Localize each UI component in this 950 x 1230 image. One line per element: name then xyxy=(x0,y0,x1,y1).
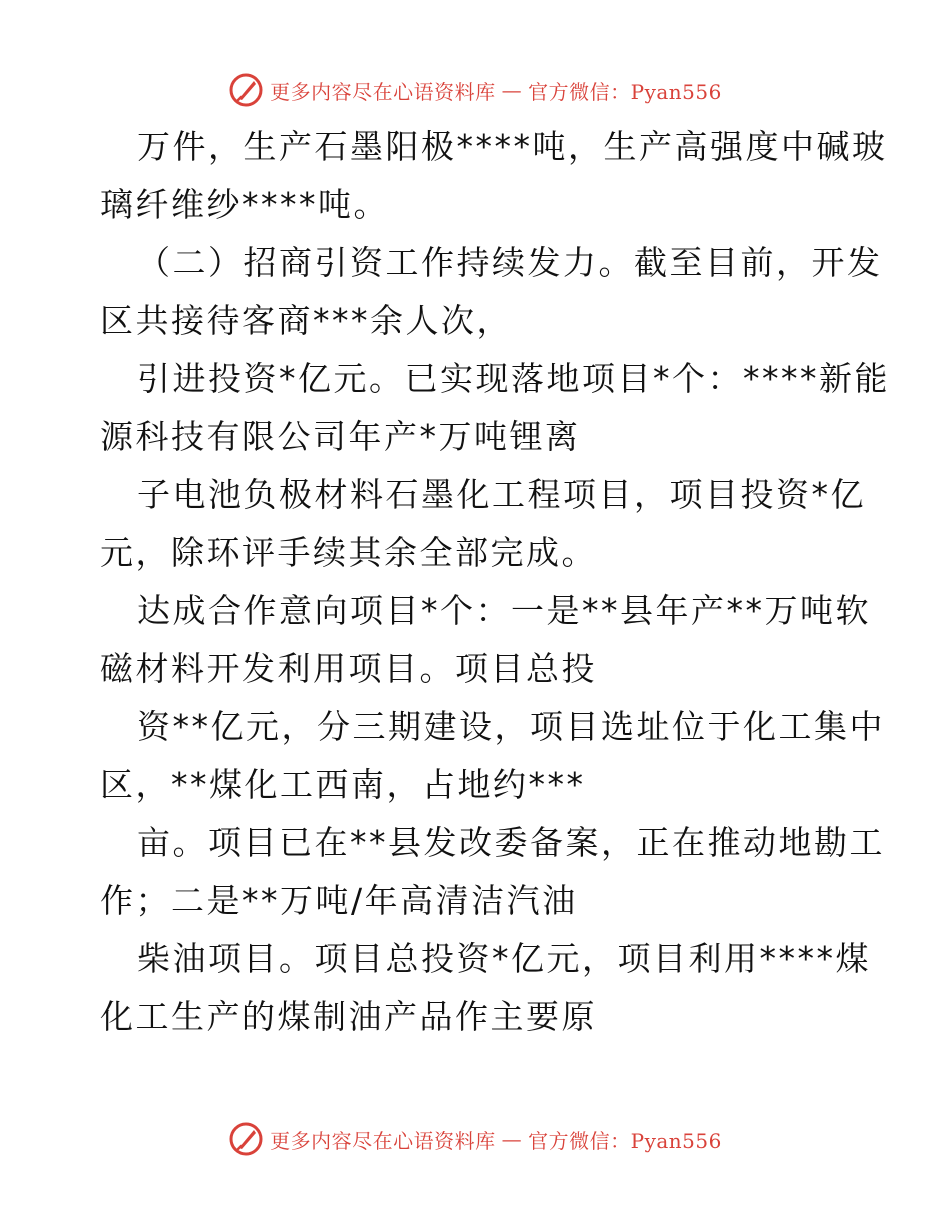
header-watermark xyxy=(0,72,950,108)
text-line: 达成合作意向项目*个：一是**县年产**万吨软 xyxy=(137,591,871,630)
watermark-wechat-text: 官方微信：Pyan556 xyxy=(528,1128,722,1153)
text-line: 源科技有限公司年产*万吨锂离 xyxy=(100,417,581,456)
watermark-separator: — xyxy=(501,78,523,102)
watermark-wechat-text: 官方微信：Pyan556 xyxy=(528,79,722,104)
quill-pen-logo-icon xyxy=(228,72,264,108)
text-line: 万件，生产石墨阳极****吨，生产高强度中碱玻 xyxy=(137,127,888,166)
watermark-separator: — xyxy=(501,1127,523,1151)
footer-watermark xyxy=(0,1121,950,1157)
watermark-main-text: 更多内容尽在心语资料库 xyxy=(270,1128,496,1153)
text-line: 子电池负极材料石墨化工程项目，项目投资*亿 xyxy=(137,475,866,514)
text-line: 元，除环评手续其余全部完成。 xyxy=(100,533,597,572)
text-line: 柴油项目。项目总投资*亿元，项目利用****煤 xyxy=(137,939,871,978)
text-line: 区，**煤化工西南，占地约*** xyxy=(100,765,586,804)
text-line: 化工生产的煤制油产品作主要原 xyxy=(100,997,597,1036)
text-line: 亩。项目已在**县发改委备案，正在推动地勘工 xyxy=(137,823,885,862)
quill-pen-logo-icon xyxy=(228,1121,264,1157)
watermark-main-text: 更多内容尽在心语资料库 xyxy=(270,79,496,104)
text-line: 引进投资*亿元。已实现落地项目*个：****新能 xyxy=(137,359,890,398)
text-line: 作；二是**万吨/年高清洁汽油 xyxy=(100,881,578,920)
text-line: 磁材料开发利用项目。项目总投 xyxy=(100,649,597,688)
text-line: 区共接待客商***余人次， xyxy=(100,301,512,340)
text-line: 资**亿元，分三期建设，项目选址位于化工集中 xyxy=(137,707,885,746)
document-body xyxy=(100,118,890,1046)
text-line: 璃纤维纱****吨。 xyxy=(100,185,389,224)
text-line: （二）招商引资工作持续发力。截至目前，开发 xyxy=(137,243,883,282)
